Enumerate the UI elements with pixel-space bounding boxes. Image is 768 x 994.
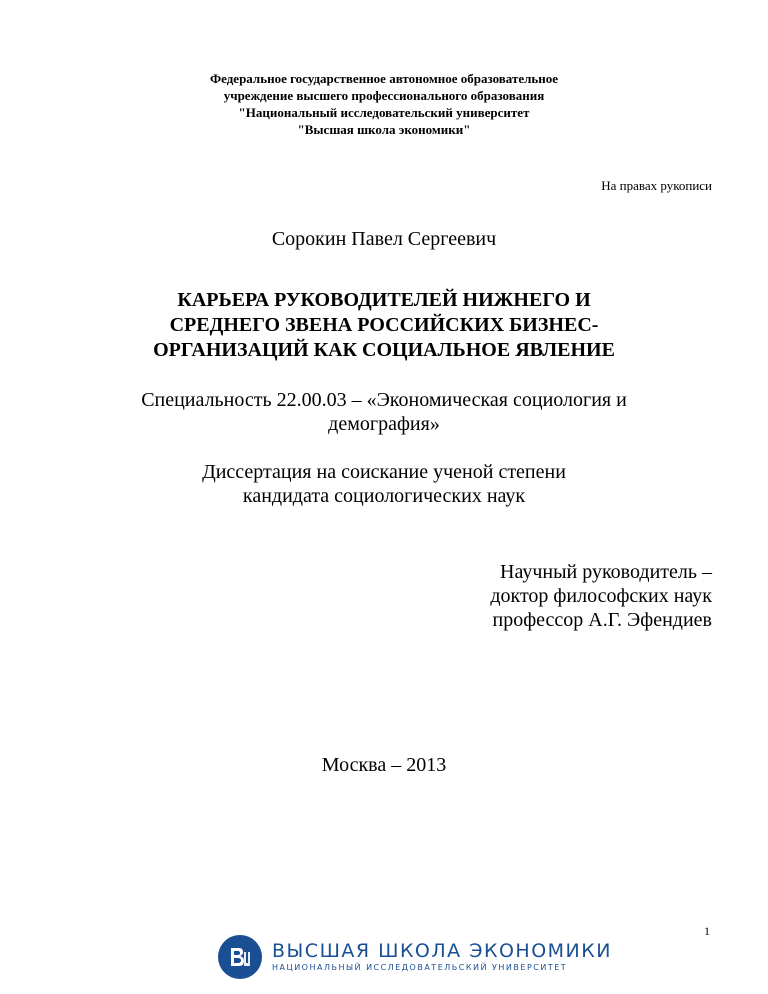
title-line: КАРЬЕРА РУКОВОДИТЕЛЕЙ НИЖНЕГО И: [177, 289, 591, 311]
institution-line: "Национальный исследовательский университет: [238, 105, 530, 120]
hse-logo: [218, 933, 612, 981]
hse-logo-text: [272, 940, 612, 974]
advisor-line: Научный руководитель –: [500, 561, 712, 583]
institution-line: Федеральное государственное автономное образовательное: [209, 71, 559, 86]
author-name: Сорокин Павел Сергеевич: [271, 228, 497, 250]
advisor-line: доктор философских наук: [490, 585, 712, 607]
degree-line: кандидата социологических наук: [242, 485, 526, 507]
advisor-line: профессор А.Г. Эфендиев: [492, 609, 712, 631]
hse-logo-sub: НАЦИОНАЛЬНЫЙ ИССЛЕДОВАТЕЛЬСКИЙ УНИВЕРСИТЕТ: [272, 963, 568, 972]
city-year: Москва – 2013: [321, 754, 447, 776]
institution-line: "Высшая школа экономики": [297, 122, 471, 137]
specialty-line: демография»: [328, 413, 440, 435]
hse-emblem-icon: [218, 935, 262, 979]
scientific-advisor: [490, 560, 712, 632]
hse-logo-main: ВЫСШАЯ ШКОЛА ЭКОНОМИКИ: [272, 940, 612, 962]
degree-line: Диссертация на соискание ученой степени: [202, 461, 566, 483]
degree-statement: [0, 460, 768, 508]
specialty: [0, 388, 768, 436]
title-line: СРЕДНЕГО ЗВЕНА РОССИЙСКИХ БИЗНЕС-: [169, 314, 599, 336]
dissertation-title: [0, 288, 768, 363]
hse-emblem-letters-icon: [225, 942, 255, 972]
manuscript-note: На правах рукописи: [601, 178, 712, 193]
page-number: 1: [704, 924, 710, 938]
institution-header: [0, 70, 768, 138]
institution-line: учреждение высшего профессионального образования: [223, 88, 545, 103]
specialty-line: Специальность 22.00.03 – «Экономическая социология и: [141, 389, 627, 411]
title-line: ОРГАНИЗАЦИЙ КАК СОЦИАЛЬНОЕ ЯВЛЕНИЕ: [153, 339, 615, 361]
